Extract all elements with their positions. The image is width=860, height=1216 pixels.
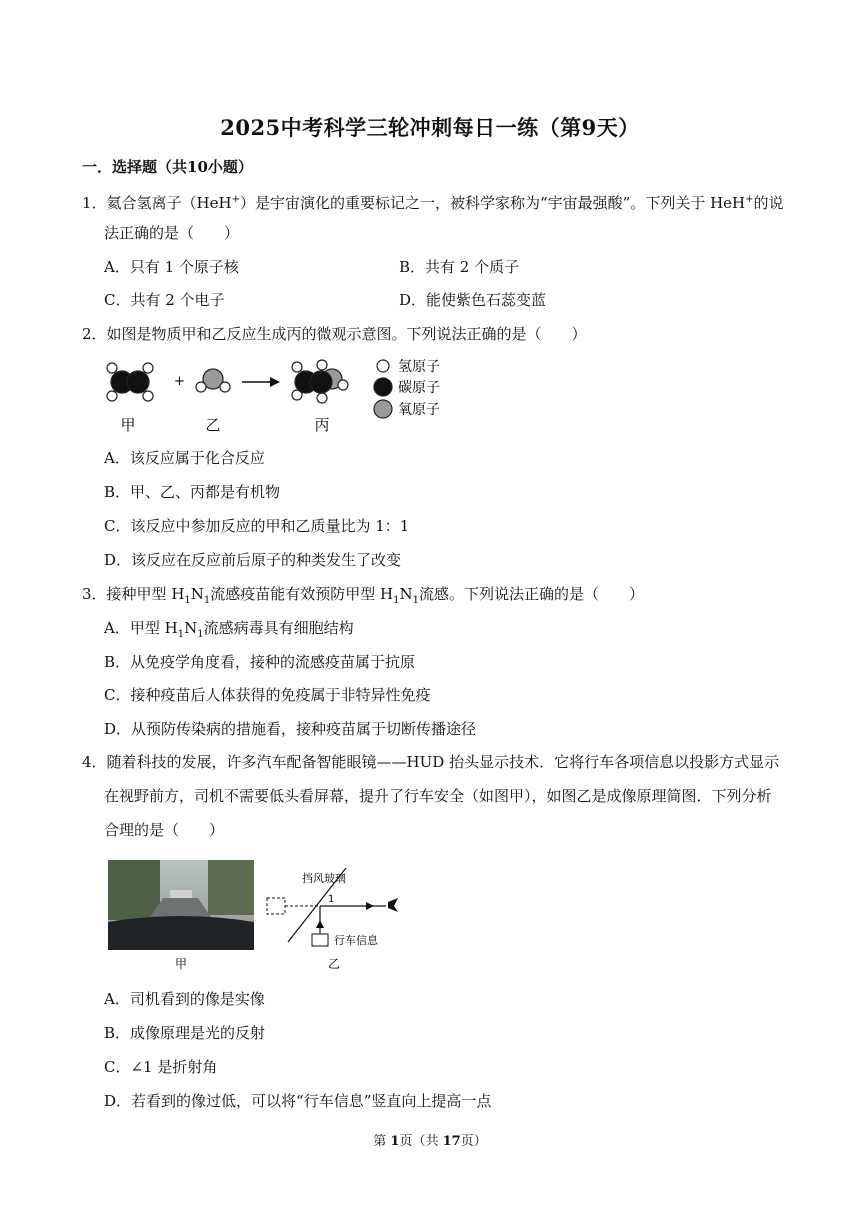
question-4-stem-cont-1: 在视野前方，司机不需要低头看屏幕，提升了行车安全（如图甲），如图乙是成像原理简图．下列分析 <box>104 787 772 805</box>
section-heading: 一．选择题（共10小题） <box>82 158 253 176</box>
question-4-option-b: B．成像原理是光的反射 <box>104 1024 266 1042</box>
question-1-option-a: A．只有 1 个原子核 <box>104 258 239 276</box>
hydrogen-atom <box>143 391 153 401</box>
hydrogen-atom <box>317 360 327 370</box>
reaction-diagram <box>100 352 460 442</box>
hydrogen-atom <box>220 382 230 392</box>
hud-projection <box>170 890 192 898</box>
plus-sign: + <box>174 374 185 389</box>
hud-principle-diagram <box>264 860 404 972</box>
question-3-option-c: C．接种疫苗后人体获得的免疫属于非特异性免疫 <box>104 686 431 704</box>
label-jia: 甲 <box>120 416 136 434</box>
question-1-stem: 1．氦合氢离子（HeH+）是宇宙演化的重要标记之一，被科学家称为“宇宙最强酸”。下列关于 HeH+的说 <box>82 194 784 212</box>
hydrogen-atom <box>338 380 348 390</box>
question-3-stem: 3．接种甲型 $H_1N_1$流感疫苗能有效预防甲型 $H_1N_1$流感。下列说法正确的是（ ） <box>82 585 645 606</box>
question-3-option-a: A．甲型 $H_1N_1$流感病毒具有细胞结构 <box>104 619 354 640</box>
question-1-option-d: D．能使紫色石蕊变蓝 <box>399 291 547 309</box>
info-box <box>312 934 328 946</box>
hydrogen-atom <box>292 362 302 372</box>
hydrogen-atom <box>196 382 206 392</box>
question-4-stem: 4．随着科技的发展，许多汽车配备智能眼镜——HUD 抬头显示技术．它将行车各项信息以投影方式显示 <box>82 753 780 771</box>
question-4-stem-cont-2: 合理的是（ ） <box>104 821 225 839</box>
label-bing: 丙 <box>314 416 330 434</box>
question-2-option-b: B．甲、乙、丙都是有机物 <box>104 483 281 501</box>
question-4-option-a: A．司机看到的像是实像 <box>104 990 265 1008</box>
question-2-option-a: A．该反应属于化合反应 <box>104 449 265 467</box>
hydrogen-atom <box>107 363 117 373</box>
question-1-option-b: B．共有 2 个质子 <box>399 258 520 276</box>
question-2-option-d: D．该反应在反应前后原子的种类发生了改变 <box>104 551 402 569</box>
fig-label-yi: 乙 <box>327 957 341 971</box>
angle-label: 1 <box>328 894 335 905</box>
reflected-ray-arrow <box>366 902 374 910</box>
carbon-atom <box>310 371 332 393</box>
photo-dashboard <box>108 916 254 950</box>
legend-carbon-label: 碳原子 <box>398 380 440 396</box>
info-label: 行车信息 <box>334 934 378 947</box>
windshield-label: 挡风玻璃 <box>302 872 346 885</box>
hydrogen-atom <box>317 393 327 403</box>
question-4-option-d: D．若看到的像过低，可以将“行车信息”竖直向上提高一点 <box>104 1092 492 1110</box>
question-4-option-c: C．∠1 是折射角 <box>104 1058 218 1076</box>
label-yi: 乙 <box>205 416 221 434</box>
question-3-option-b: B．从免疫学角度看，接种的流感疫苗属于抗原 <box>104 653 416 671</box>
fig-label-jia: 甲 <box>174 957 188 971</box>
question-2-option-c: C．该反应中参加反应的甲和乙质量比为 1：1 <box>104 517 410 535</box>
current-page-number: 1 <box>390 1134 400 1149</box>
question-1-stem-cont: 法正确的是（ ） <box>104 224 240 242</box>
question-2-stem: 2．如图是物质甲和乙反应生成丙的微观示意图。下列说法正确的是（ ） <box>82 325 587 343</box>
eye-icon <box>388 898 398 912</box>
photo-trees-right <box>208 860 254 915</box>
legend-carbon-icon <box>374 378 392 396</box>
virtual-image-box <box>267 898 285 914</box>
carbon-atom <box>127 371 149 393</box>
photo-trees-left <box>108 860 160 920</box>
page-footer: 第 1页（共 17页） <box>373 1134 487 1149</box>
question-1-option-c: C．共有 2 个电子 <box>104 291 225 309</box>
hud-photo-figure <box>108 860 254 972</box>
legend-hydrogen-label: 氢原子 <box>398 359 440 375</box>
page-title: 2025中考科学三轮冲刺每日一练（第9天） <box>220 115 640 140</box>
total-page-number: 17 <box>442 1134 461 1149</box>
question-3-option-d: D．从预防传染病的措施看，接种疫苗属于切断传播途径 <box>104 720 477 738</box>
legend-oxygen-icon <box>374 400 392 418</box>
incident-ray-arrow <box>316 920 324 928</box>
reaction-arrow-head <box>270 377 280 387</box>
hydrogen-atom <box>143 363 153 373</box>
hydrogen-atom <box>107 391 117 401</box>
legend-oxygen-label: 氧原子 <box>398 402 440 418</box>
legend-hydrogen-icon <box>377 360 389 372</box>
